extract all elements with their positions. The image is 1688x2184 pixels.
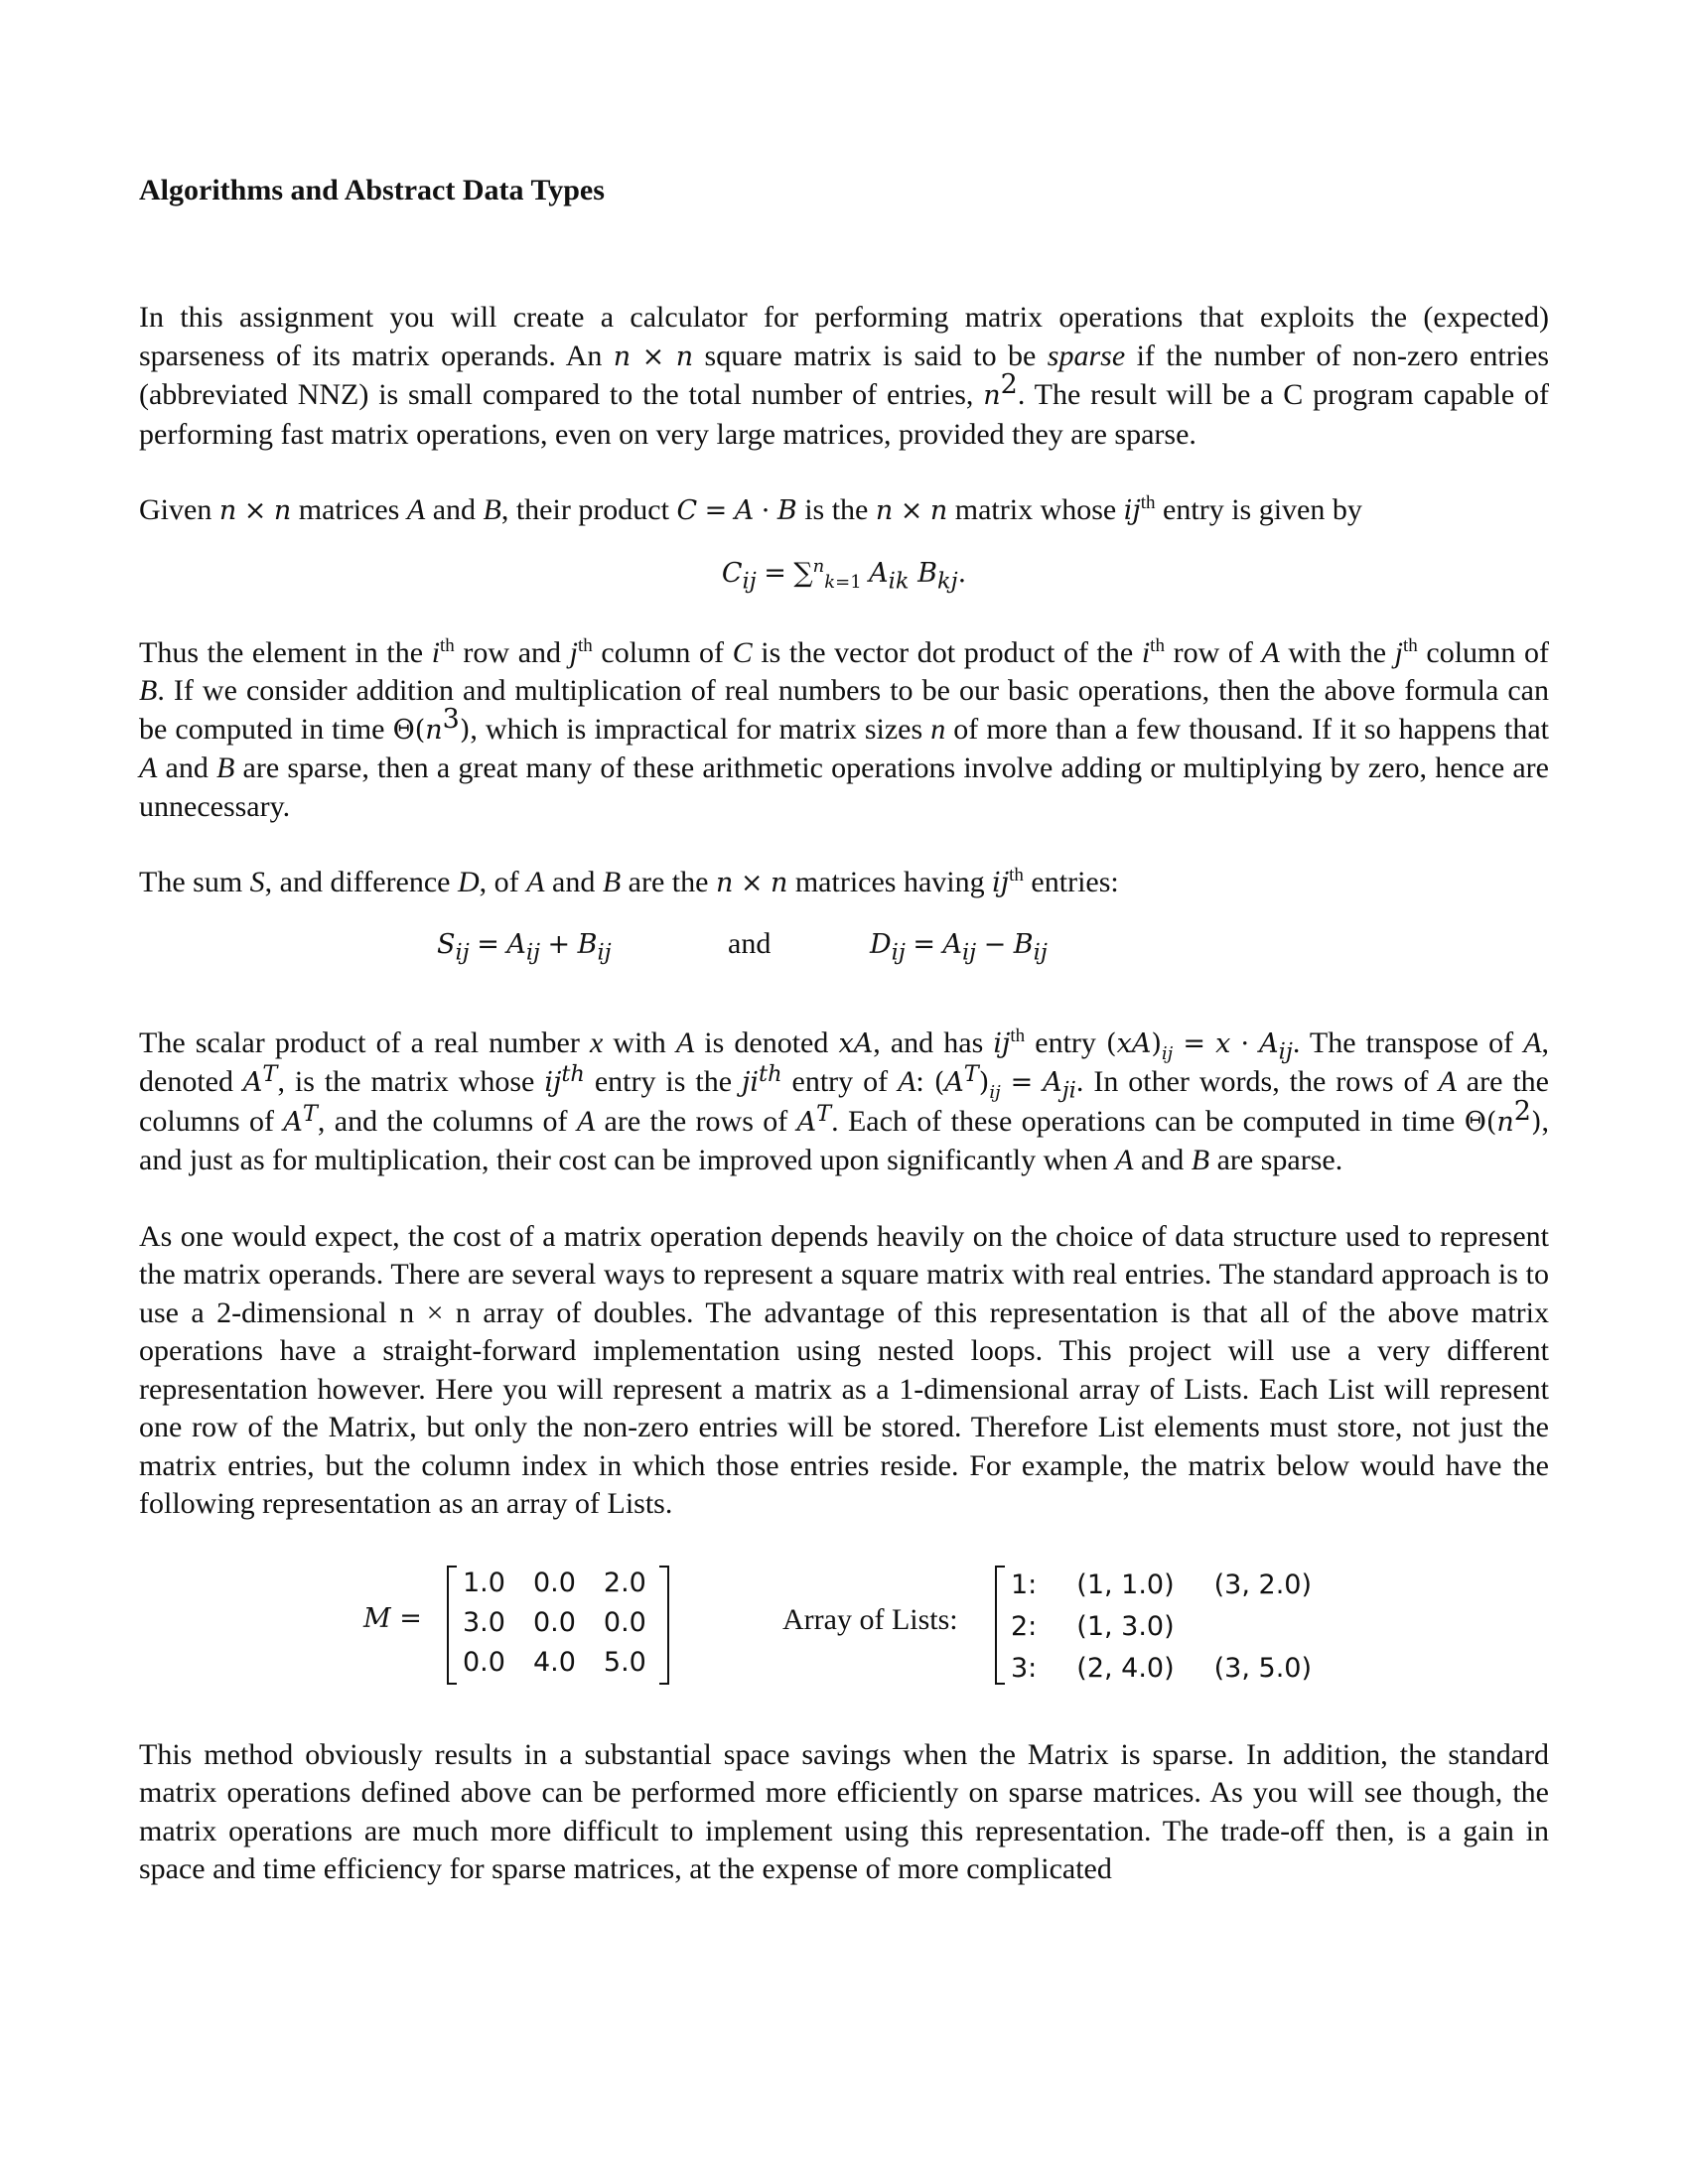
and-label: and [728,926,772,960]
matrix-row: 1.0 0.0 2.0 [463,1568,646,1598]
matrix-row: 0.0 4.0 5.0 [463,1647,646,1678]
list-row: 1: (1, 1.0) (3, 2.0) [1011,1570,1312,1600]
page-title: Algorithms and Abstract Data Types [139,174,605,206]
lists-label: Array of Lists: [782,1602,958,1636]
array-of-lists [999,1564,1324,1691]
list-row: 2: (1, 3.0) [1011,1611,1175,1642]
document-page [139,174,1549,1927]
example-representation [139,1562,1549,1689]
product-formula: $C_{ij} = \sum^n_{k=1}$ $A_{ik}$ $B_{kj}$. [721,555,967,594]
matrix-label: M = [363,1602,422,1634]
sum-difference-formulas: $S_{ij} = A_{ij} + B_{ij}$ and $D_{ij} = A_{ij} - B_{ij}$ [437,926,1048,965]
list-row: 3: (2, 4.0) (3, 5.0) [1011,1653,1312,1684]
example-matrix [449,1564,660,1683]
matrix-row: 3.0 0.0 0.0 [463,1607,646,1638]
scalar-transpose-paragraph: The scalar product of a real number x with A is denoted xA, and has $ij^{th}$ entry $(xA)_{ij} = x \cdot A_{ij}$. The transpose of A, denoted $A^T$, is the matrix whose $ij^{th}$ entry is the $ji^{th}$ entry of A: $(A^T)_{ij} = A_{ji}$. In other words, the rows of A are the columns of $A^T$, and the columns of A are the rows of $A^T$. Each of these operations can be computed in time $\Theta(n^2)$, and just as for multiplication, their cost can be improved upon significantly when A and B are sparse. [139,1024,1550,1176]
tradeoff-paragraph: This method obviously results in a substantial space savings when the Matrix is sparse. In addition, the standard matrix operations defined above can be performed more efficiently on sparse matrices. As you will see though, the matrix operations are much more difficult to implement using this representation. The trade-off then, is a gain in space and time efficiency for sparse matrices, at the expense of more complicated [139,1737,1549,1885]
intro-paragraph: In this assignment you will create a calculator for performing matrix operations that exploits the (expected) sparseness of its matrix operands. An n × n square matrix is said to be sparse if the number of non-zero entries (abbreviated NNZ) is small compared to the total number of entries, $n^2$. The result will be a C program capable of performing fast matrix operations, even on very large matrices, provided they are sparse. [139,301,1550,451]
sum-difference-paragraph: The sum S, and difference D, of A and B are the n × n matrices having $ij^{th}$ entries: [139,865,1119,898]
product-paragraph: Given n × n matrices A and B, their product C = A · B is the n × n matrix whose $ij^{th}$ entry is given by [139,492,1362,526]
representation-paragraph: As one would expect, the cost of a matrix operation depends heavily on the choice of data structure used to represent the matrix operands. There are several ways to represent a square matrix with real entries. The standard approach is to use a 2-dimensional n × n array of doubles. The advantage of this representation is that all of the above matrix operations have a straight-forward implementation using nested loops. This project will use a very different representation however. Here you will represent a matrix as a 1-dimensional array of Lists. Each List will represent one row of the Matrix, but only the non-zero entries will be stored. Therefore List elements must store, not just the matrix entries, but the column index in which those entries reside. For example, the matrix below would have the following representation as an array of Lists. [139,1219,1549,1520]
dot-product-paragraph: Thus the element in the $i^{th}$ row and $j^{th}$ column of C is the vector dot product of the $i^{th}$ row of A with the $j^{th}$ column of B. If we consider addition and multiplication of real numbers to be our basic operations, then the above formula can be computed in time $\Theta(n^3)$, which is impractical for matrix sizes n of more than a few thousand. If it so happens that A and B are sparse, then a great many of these arithmetic operations involve adding or multiplying by zero, hence are unnecessary. [139,634,1550,823]
